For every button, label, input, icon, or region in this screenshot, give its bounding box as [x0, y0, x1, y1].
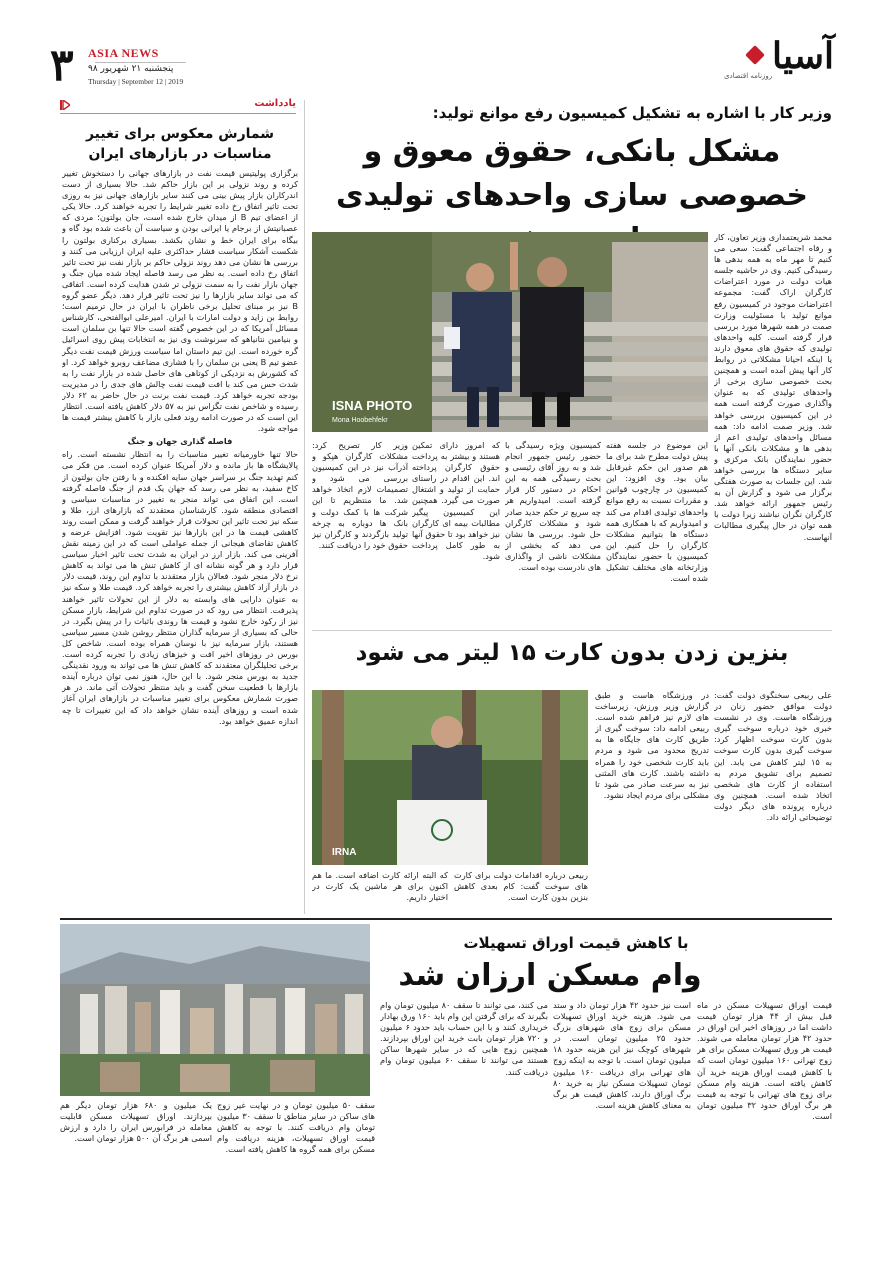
story2-photo — [312, 690, 588, 865]
column-divider — [304, 100, 305, 914]
story1-column: وزیر کار تصریح کرد: مشکلات کارگران هپکو و آذرآب نیز در این کمیسیون بررسی می شود و تصمیمات لازم اتخاذ خواهد شد. ما منتظریم تا این شرکت ها با کمک دولت و بانک ها دوباره به چرخه تولید بازگردند و کارگران نیز حقوق خود را دریافت کنند. — [312, 440, 408, 550]
sidebar-title: شمارش معکوس برای تغییر مناسبات در بازارهای ایران — [85, 126, 275, 162]
play-arrow-icon — [60, 100, 70, 110]
story1-photo — [312, 232, 708, 432]
story2-column: در ورزشگاه هاست و طبق گزارش وزیر ورزش، زیرساخت های لازم نیز فراهم شده است. ربیعی ادامه داد: سوخت گیری از طریق کارت های جایگاه ها به تدریج محدود می شود و مردم باید کارت شخصی خود را همراه داشته باشند. کارت های المثنی نیز به سرعت صادر می شود تا مشکلی برای مردم ایجاد نشود. — [595, 690, 709, 800]
story3-column: است نیز حدود ۴۲ هزار تومان داد و ستد می شود. هزینه خرید اوراق تسهیلات مسکن برای زوج های شهرهای بزرگ حدود ۲۵ میلیون تومان است. در شهرهای کوچک نیز این هزینه حدود ۱۸ میلیون تومان است. با توجه به اینکه زوج های تهرانی برای دریافت ۱۶۰ میلیون تومان تسهیلات مسکن نیاز به خرید ۸۰ برگ اوراق دارند، کاهش قیمت هر برگ به معنای کاهش هزینه است. — [553, 1000, 691, 1110]
story3-column: یک میلیون و ۶۸۰ هزار تومان دیگر هم بپردازند. اوراق تسهیلات مسکن قابلیت معامله در فرابورس ایران را دارد و ارزش اسمی هر برگ آن ۵۰۰ هزار تومان است. — [60, 1100, 212, 1144]
story3-column: می کنند، می توانند تا سقف ۸۰ میلیون تومان وام بگیرند که برای گرفتن این وام باید ۱۶۰ ورق بهادار خریداری کنند و با این حساب باید حدود ۶ میلیون و ۷۲۰ هزار تومان بابت خرید این اوراق بپردازند. همچنین زوج هایی که در سایر شهرها ساکن هستند می توانند تا سقف ۶۰ میلیون تومان وام دریافت کنند. — [380, 1000, 548, 1077]
paper-name: ASIA NEWS — [88, 46, 159, 60]
sidebar-subhead: فاصله گذاری جهان و جنگ — [127, 436, 233, 447]
story1-headline: مشکل بانکی، حقوق معوق و خصوصی سازی واحدهای تولیدی — [335, 134, 809, 213]
story2-column: علی ربیعی سخنگوی دولت گفت: دولت موافق حضور زنان در ورزشگاه هاست. وی در نشست خبری خود درباره سوخت گیری بدون کارت سوخت اظهار کرد: سوخت گیری بدون کارت سوخت به ۱۵ لیتر کاهش می یابد. این تصمیم برای تشویق مردم به استفاده از کارت های شخصی اتخاذ شده است. همچنین وی درباره پرونده های دیگر دولت توضیحاتی ارائه داد. — [714, 690, 832, 823]
story1-kicker: وزیر کار با اشاره به تشکیل کمیسیون رفع موانع تولید: — [432, 104, 832, 122]
story1-column: که امروز دارای تمکین هستند و بیشتر به پرداخت حقوق کارگران پرداخته اند. این اقدام در راستای حمایت از تولید و اشتغال صورت می گیرد. همچنین این کمیسیون پیگیر مطالبات بیمه ای کارگران نیز خواهد بود تا حقوق آنها به طور کامل پرداخت شود. — [412, 440, 500, 561]
svg-text:IRNA: IRNA — [332, 847, 357, 858]
story3-column: قیمت اوراق تسهیلات مسکن در ماه قبل بیش از ۴۴ هزار تومان قیمت داشت اما در روزهای اخیر این اوراق در حدود ۴۲ هزار تومان معامله می شوند. قیمت هر ورق تسهیلات مسکن برای هر زوج تهرانی ۱۶۰ میلیون تومان است که با کاهش قیمت اوراق هزینه خرید آن کاهش یافته است. هزینه وام مسکن برای زوج های تهرانی با توجه به قیمت هر برگ اوراق حدود ۳۲ میلیون تومان است. — [697, 1000, 832, 1121]
page-number: ۳ — [50, 40, 74, 91]
section-divider — [312, 630, 832, 631]
masthead-rule — [95, 62, 186, 63]
story3-kicker: با کاهش قیمت اوراق تسهیلات — [463, 934, 689, 952]
photo-credit: ISNA PHOTO — [332, 398, 413, 413]
ministers-photo — [312, 232, 708, 432]
spokesman-photo — [312, 690, 588, 865]
story3-headline: وام مسکن ارزان شد — [398, 958, 702, 993]
page-divider — [60, 918, 832, 920]
masthead-info — [88, 46, 188, 86]
sidebar-body — [62, 168, 298, 913]
sidebar-paragraph: برگزاری پولیتیس قیمت نفت در بازارهای جهانی را دستخوش تغییر کرده و روند نزولی بر این بازار حاکم شد. حالا بسیاری از دست اندرکاران بازار پیش بینی می کنند سایر بازارهای جهانی نیز به روزی تحت تاثیر اتفاق رخ داده تغییر شرایط را تجربه خواهند کرد. حالا یکی از اعضای تیم B از میدان خارج شده است، جان بولتون؛ مردی که عصبانیتش از برجام یا ایرانی بودن و سیاست آن باعث شده بود گاه و بیگاه برای ایران خط و نشان بکشد. بسیاری برکناری بولتون را شکست آشکار سیاست فشار حداکثری علیه ایران ارزیابی می کنند و بررسی ها نشان می دهد روند نزولی حاکم بر بازار نفت نیز تحت تاثیر اتفاق رخ داده است. به نظر می رسد فاصله ایجاد شده میان جنگ و جهان بازار نفت را به سمت نزولی تر شدن هدایت کرده است. اتفاقی که می تواند سایر بازارها را نیز تحت تاثیر قرار دهد. دیگر عضو گروه B نیز بر مبنای تحلیل برخی ناظران با ایران در حال ترمیم است؛ روابط بن زاید و دولت امارات با ایران. امیرعلی ابوالفتحی، کارشناس مسائل آمریکا که در این خصوص گفته است حالا تنها بن سلمان است و بنیامین نتانیاهو که سرنوشت وی نیز به انتخابات پیش روی اسرائیل گره خورده است. این تیم داستان اما سیاست ورزش قیمت نفت دیگر عضو تیم B یعنی بن سلمان را با فشاری مضاعف روبرو خواهد کرد. او که کشورش به نزدیکی از کوتاهی های حاصل شده در بازار نفت را به شدت حس می کند با افت قیمت نفت چالش های جدی را در مدیریت بودجه تجربه خواهد کرد. قیمت نفت برنت در حال حاضر به ۶۲ دلار رسیده و شاخص نفت تگزاس نیز به ۵۷ دلار کاهش یافته است. انتظار این است که در صورت ادامه روند فعلی بازار با کاهش بیشتر قیمت ها مواجه شود. — [62, 168, 298, 434]
sidebar-header — [60, 98, 296, 114]
sidebar-paragraph: حالا تنها خاورمیانه تغییر مناسبات را به انتظار نشسته است. راه پالایشگاه ها باز مانده و دلار آمریکا عنوان کرده است. من فکر می کنم تهدید جنگ بر سراسر جهان سایه افکنده و با رفتن جان بولتون از کاخ سفید، به نظر می رسد که جهان یک قدم از جنگ فاصله گرفته است. این اتفاق می تواند منجر به تغییر در مناسبات سیاسی و اقتصادی منطقه شود. کارشناسان معتقدند که بازارهای ارز، طلا و سکه نیز تحت تاثیر این تحولات قرار خواهند گرفت و ممکن است روند کاهشی قیمت ها در این بازارها نیز تقویت شود. افزایش عرضه و کاهش تقاضای هیجانی از جمله عواملی است که در این زمینه نقش آفرینی می کند. بازار ارز در ایران به شدت تحت تاثیر اخبار سیاسی قرار دارد و هر گونه نشانه ای از کاهش تنش ها می تواند به کاهش نرخ دلار منجر شود. فعالان بازار معتقدند با تداوم این روند، قیمت دلار در بازار آزاد کاهش بیشتری را تجربه خواهد کرد. قیمت طلا و سکه نیز به عنوان دارایی های وابسته به دلار از این تحولات تاثیر خواهند پذیرفت. انتظار می رود که در صورت تداوم این شرایط، بازار مسکن نیز از رکود خارج نشود و قیمت ها روندی باثبات را در پیش بگیرد. در حالی که بسیاری از سرمایه گذاران منتظر روشن شدن مسیر سیاسی هستند، بازار سرمایه نیز با نوسان همراه بوده است. شاخص کل بورس در روزهای اخیر افت و خیزهای زیادی را تجربه کرده است. برخی تحلیلگران معتقدند که کاهش تنش ها می تواند به ورود نقدینگی جدید به بورس منجر شود. با این حال، هنوز نمی توان درباره آینده بازارها با قطعیت سخن گفت و باید منتظر تحولات آتی ماند. در هر صورت شمارش معکوس برای تغییر مناسبات در بازارهای ایران آغاز شده است و روزهای آینده نشان خواهد داد که این تغییرات تا چه اندازه عمیق خواهد بود. — [62, 449, 298, 726]
story1-column: این موضوع در جلسه هفته پیش دولت مطرح شد برای ما هم صدور این حکم غیرقابل بیان بود. وی افزود: این کمیسیون در چارچوب قوانین و مقررات نسبت به رفع موانع واحدهای تولیدی اقدام می کند و امیدواریم که با همکاری همه دستگاه ها بتوانیم مشکلات کارگران را حل کنیم. این کمیسیون با حضور نمایندگان وزارتخانه های مختلف تشکیل شده است. — [606, 440, 708, 584]
logo — [724, 35, 834, 88]
story2-caption: که البته ارائه کارت اضافه است. ما هم اکنون برای هر ماشین یک کارت در اختیار داریم. — [312, 870, 448, 903]
date-persian: پنجشنبه ۲۱ شهریور ۹۸ — [88, 64, 174, 74]
photographer-name: Mona Hoobehfekr — [332, 417, 388, 424]
story1-column: محمد شریعتمداری وزیر تعاون، کار و رفاه اجتماعی گفت: سعی می کنیم تا مهر ماه به همه بدهی ها رسیدگی کنیم. وی در حاشیه جلسه هیات دولت در مورد اعتراضات کارگران اراک گفت: مجموعه اعتراضات موجود در کمیسیون رفع موانع تولید با مسئولیت وزارت صمت در همه شهرها مورد بررسی قرار گرفته است. کلیه واحدهای تولیدی که حقوق های معوق دارند یا اینکه احیانا مشکلاتی در روابط کار آنها پیش آمده است و همچنین بحث خصوصی سازی برخی از واحدهای تولیدی که به عنوان واگذاری صورت گرفته است همه در این کمیسیون بررسی خواهد شد. وزیر صمت ادامه داد: همه مسائل واحدهای تولیدی اعم از بدهی ها و مشکلات بانکی آنها با حضور نمایندگان بانک مرکزی و سایر دستگاه ها بررسی خواهد شد. این جلسات به صورت هفتگی برگزار می شود و گزارش آن به رئیس جمهور ارائه خواهد شد. کارگران نگران نباشند زیرا دولت با همه توان در حال پیگیری مطالبات آنهاست. — [714, 232, 832, 542]
date-english: Thursday | September 12 | 2019 — [88, 77, 184, 86]
story3-column: سقف ۵۰ میلیون تومان و در نهایت غیر زوج های ساکن در سایر مناطق تا سقف ۳۰ میلیون تومان وام دریافت کنند. با توجه به کاهش قیمت اوراق تسهیلات، هزینه دریافت وام مسکن برای همه گروه ها کاهش یافته است. — [217, 1100, 375, 1155]
story2-caption: ربیعی درباره اقدامات دولت برای کارت های سوخت گفت: کام بعدی کاهش بنزین بدون کارت است. — [454, 870, 588, 903]
logo-subtext: روزنامه اقتصادی — [724, 72, 773, 80]
story2-headline: بنزین زدن بدون کارت ۱۵ لیتر می شود — [355, 640, 789, 666]
sidebar-label: یادداشت — [254, 98, 296, 109]
logo-text: آسیا — [772, 35, 834, 77]
story1-column: کمیسیون ویژه رسیدگی با حضور رئیس جمهور انجام شد و به روز آقای رئیسی و بحث رسیدگی همه به این احکام در دستور کار قرار گرفته است. امیدواریم هر چه سریع تر حکم جدید صادر شود و مشکلات کارگران حل شود. بررسی ها نشان می دهد که بخشی از مشکلات ناشی از واگذاری های نادرست بوده است. — [505, 440, 601, 573]
